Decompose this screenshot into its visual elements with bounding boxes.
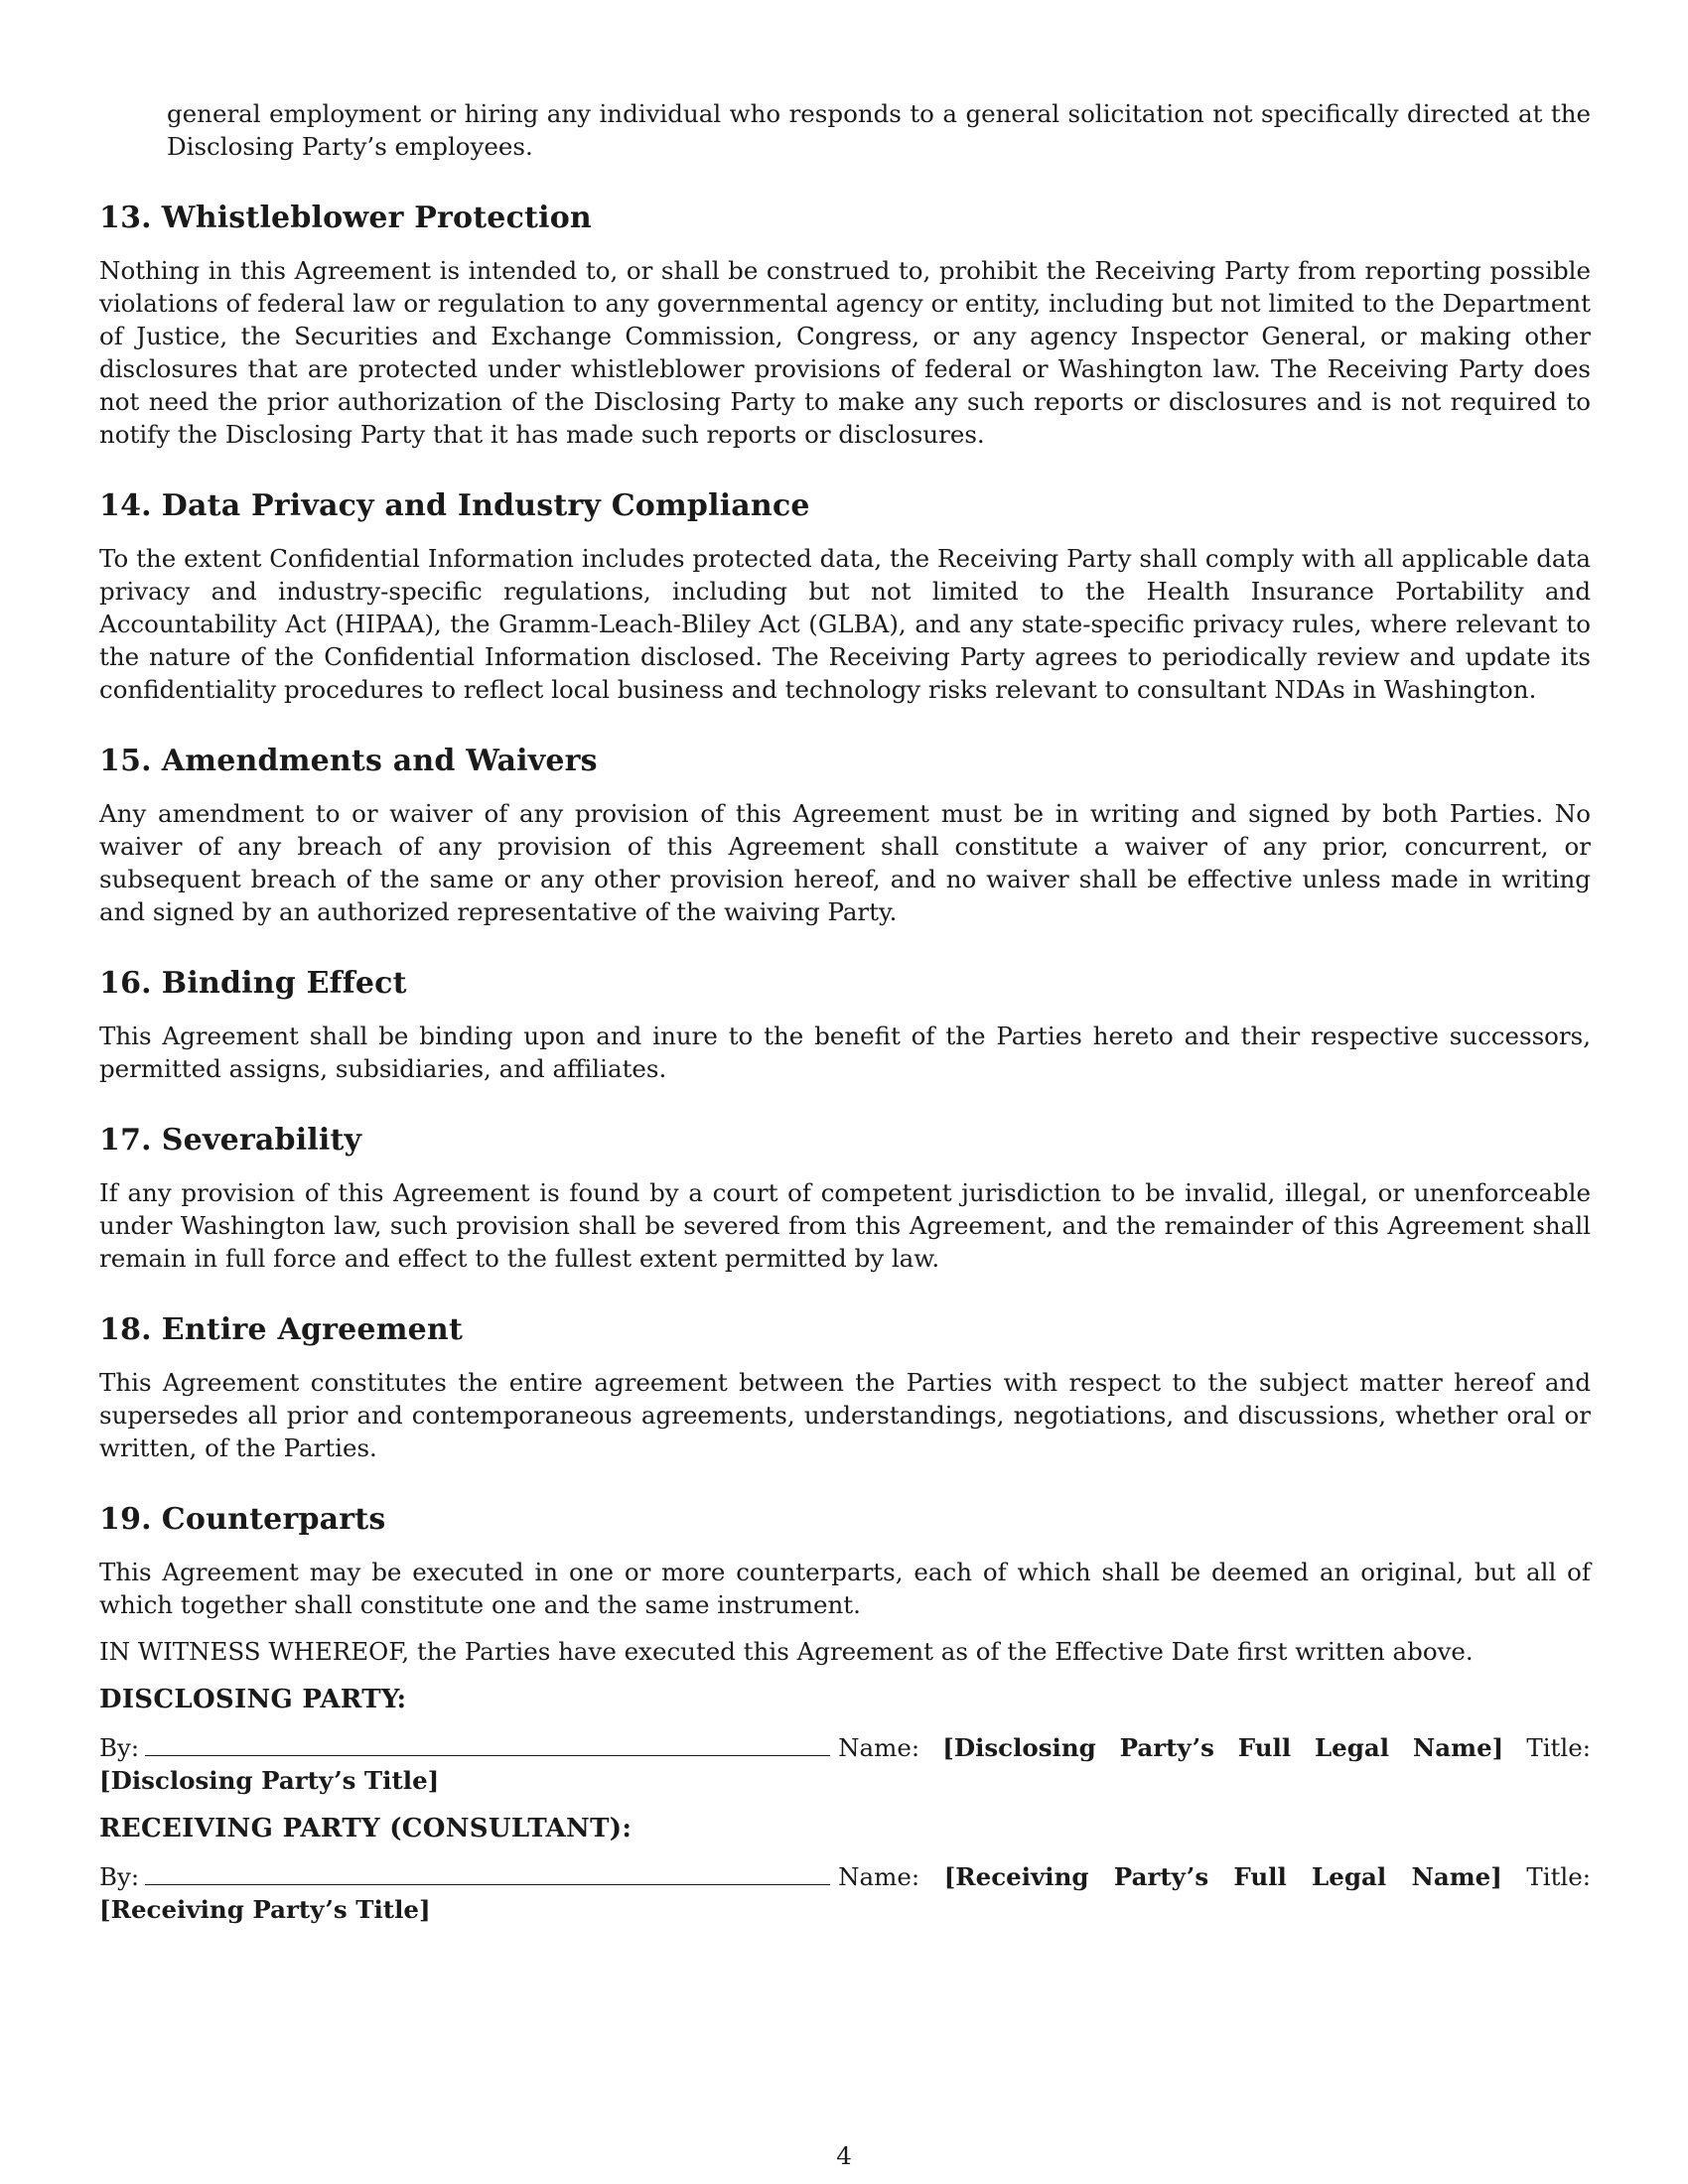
section-13 — [99, 199, 1591, 451]
page-content — [99, 97, 1591, 1926]
section-17 — [99, 1121, 1591, 1275]
page-number: 4 — [836, 2141, 852, 2170]
section-heading — [99, 486, 1591, 526]
by-label: By: — [99, 1733, 140, 1762]
section-18 — [99, 1310, 1591, 1464]
section-title: Whistleblower Protection — [161, 201, 592, 235]
section-number: 13. — [99, 201, 152, 235]
section-14 — [99, 486, 1591, 706]
section-number: 15. — [99, 744, 152, 778]
receiving-party-label: RECEIVING PARTY (CONSULTANT): — [99, 1814, 633, 1843]
section-paragraph: If any provision of this Agreement is found by a court of competent jurisdiction to be invalid, illegal, or unenforceable under Washington law, such provision shall be severed from this Agreement, and the remainder of this Agreement shall remain in full force and effect to the fullest extent permitted by law. — [99, 1178, 1591, 1273]
section-15 — [99, 742, 1591, 928]
title-placeholder: [Receiving Party’s Title] — [99, 1895, 431, 1924]
section-title: Counterparts — [161, 1502, 386, 1537]
section-title: Severability — [161, 1123, 362, 1158]
section-paragraph: Nothing in this Agreement is intended to, or shall be construed to, prohibit the Receiving Party from reporting possible violations of federal law or regulation to any governmental agency or entity, including but not limited to the Department of Justice, the Securities and Exchange Commission, Congress, or any agency Inspector General, or making other disclosures that are protected under whistleblower provisions of federal or Washington law. The Receiving Party does not need the prior authorization of the Disclosing Party to make any such reports or disclosures and is not required to notify the Disclosing Party that it has made such reports or disclosures. — [99, 256, 1591, 449]
signature-field[interactable] — [145, 1733, 830, 1756]
title-label: Title: — [1526, 1862, 1592, 1891]
name-placeholder: [Disclosing Party’s Full Legal Name] — [942, 1733, 1504, 1762]
witness-paragraph: IN WITNESS WHEREOF, the Parties have executed this Agreement as of the Effective Date first written above. — [99, 1637, 1474, 1666]
section-paragraph: Any amendment to or waiver of any provision of this Agreement must be in writing and signed by both Parties. No waiver of any breach of any provision of this Agreement shall constitute a waiver of any prior, concurrent, or subsequent breach of the same or any other provision hereof, and no waiver shall be effective unless made in writing and signed by an authorized representative of the waiving Party. — [99, 799, 1591, 926]
section-paragraph: This Agreement constitutes the entire agreement between the Parties with respect to the subject matter hereof and supersedes all prior and contemporaneous agreements, understandings, negotiations, and discussions, whether oral or written, of the Parties. — [99, 1368, 1591, 1462]
section-number: 19. — [99, 1502, 152, 1537]
section-heading — [99, 1500, 1591, 1540]
section-title: Amendments and Waivers — [161, 744, 598, 778]
signature-block-receiving — [99, 1811, 1591, 1926]
name-placeholder: [Receiving Party’s Full Legal Name] — [943, 1862, 1502, 1891]
signature-block-disclosing — [99, 1682, 1591, 1797]
disclosing-signature-line — [99, 1731, 1591, 1797]
section-heading — [99, 1310, 1591, 1350]
name-label: Name: — [838, 1733, 920, 1762]
name-label: Name: — [838, 1862, 920, 1891]
continuation-paragraph: general employment or hiring any individual who responds to a general solicitation not specifically directed at the Disclosing Party’s employees. — [167, 99, 1591, 161]
section-title: Data Privacy and Industry Compliance — [161, 488, 810, 523]
section-16 — [99, 964, 1591, 1085]
disclosing-party-label: DISCLOSING PARTY: — [99, 1685, 407, 1714]
section-paragraph: This Agreement may be executed in one or more counterparts, each of which shall be deemed an original, but all of which together shall constitute one and the same instrument. — [99, 1558, 1591, 1619]
section-number: 16. — [99, 966, 152, 1001]
section-19 — [99, 1500, 1591, 1668]
section-heading — [99, 199, 1591, 238]
section-number: 17. — [99, 1123, 152, 1158]
signature-field[interactable] — [145, 1862, 830, 1885]
section-title: Binding Effect — [161, 966, 407, 1001]
section-number: 14. — [99, 488, 152, 523]
section-number: 18. — [99, 1312, 152, 1347]
receiving-signature-line — [99, 1860, 1591, 1926]
section-heading — [99, 964, 1591, 1004]
by-label: By: — [99, 1862, 140, 1891]
section-title: Entire Agreement — [161, 1312, 463, 1347]
title-placeholder: [Disclosing Party’s Title] — [99, 1766, 440, 1795]
section-paragraph: This Agreement shall be binding upon and inure to the benefit of the Parties hereto and their respective successors, permitted assigns, subsidiaries, and affiliates. — [99, 1022, 1591, 1083]
section-heading — [99, 1121, 1591, 1160]
title-label: Title: — [1526, 1733, 1591, 1762]
section-paragraph: To the extent Confidential Information includes protected data, the Receiving Party shall comply with all applicable data privacy and industry-specific regulations, including but not limited to the Health Insurance Portability and Accountability Act (HIPAA), the Gramm-Leach-Bliley Act (GLBA), and any state-specific privacy rules, where relevant to the nature of the Confidential Information disclosed. The Receiving Party agrees to periodically review and update its confidentiality procedures to reflect local business and technology risks relevant to consultant NDAs in Washington. — [99, 544, 1591, 704]
section-heading — [99, 742, 1591, 781]
